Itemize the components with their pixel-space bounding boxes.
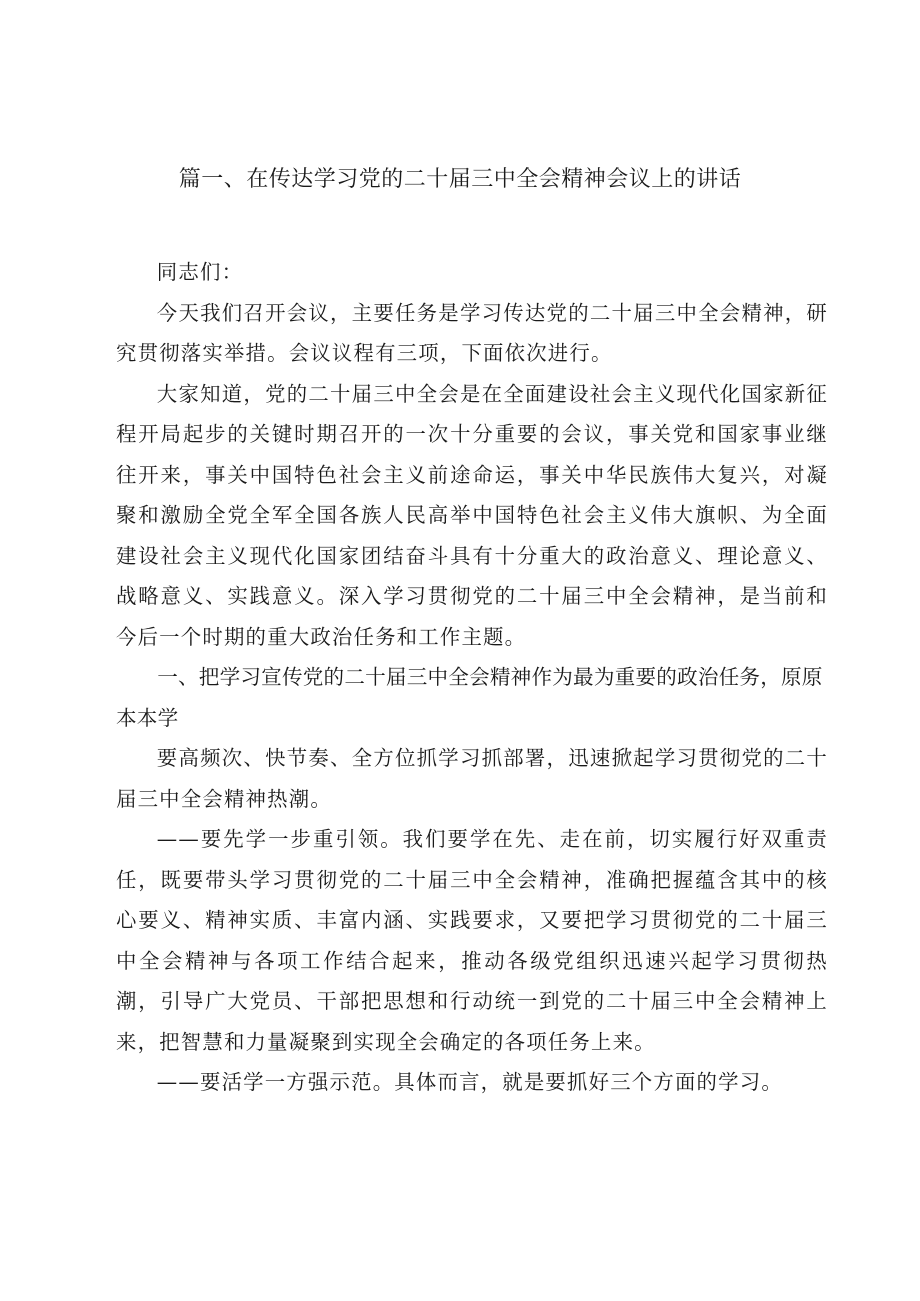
document-body bbox=[116, 252, 828, 1103]
section-heading-1: 一、把学习宣传党的二十届三中全会精神作为最为重要的政治任务，原原本本学 bbox=[116, 665, 823, 730]
paragraph-section-intro: 要高频次、快节奏、全方位抓学习抓部署，迅速掀起学习贯彻党的二十届三中全会精神热潮。 bbox=[116, 746, 828, 811]
paragraph-significance: 大家知道，党的二十届三中全会是在全面建设社会主义现代化国家新征程开局起步的关键时期召开的一次十分重要的会议，事关党和国家事业继往开来，事关中国特色社会主义前途命运，事关中华民族伟大复兴，对凝聚和激励全党全军全国各族人民高举中国特色社会主义伟大旗帜、为全面建设社会主义现代化国家团结奋斗具有十分重大的政治意义、理论意义、战略意义、实践意义。深入学习贯彻党的二十届三中全会精神，是当前和今后一个时期的重大政治任务和工作主题。 bbox=[116, 381, 828, 649]
paragraph-learn-first: ——要先学一步重引领。我们要学在先、走在前，切实履行好双重责任，既要带头学习贯彻党的二十届三中全会精神，准确把握蕴含其中的核心要义、精神实质、丰富内涵、实践要求，又要把学习贯彻党的二十届三中全会精神与各项工作结合起来，推动各级党组织迅速兴起学习贯彻热潮，引导广大党员、干部把思想和行动统一到党的二十届三中全会精神上来，把智慧和力量凝聚到实现全会确定的各项任务上来。 bbox=[116, 827, 828, 1054]
paragraph-learn-actively: ——要活学一方强示范。具体而言，就是要抓好三个方面的学习。 bbox=[156, 1070, 783, 1094]
document-title: 篇一、在传达学习党的二十届三中全会精神会议上的讲话 bbox=[178, 167, 742, 192]
greeting: 同志们： bbox=[156, 260, 244, 284]
paragraph-intro: 今天我们召开会议，主要任务是学习传达党的二十届三中全会精神，研究贯彻落实举措。会议议程有三项，下面依次进行。 bbox=[116, 300, 828, 365]
